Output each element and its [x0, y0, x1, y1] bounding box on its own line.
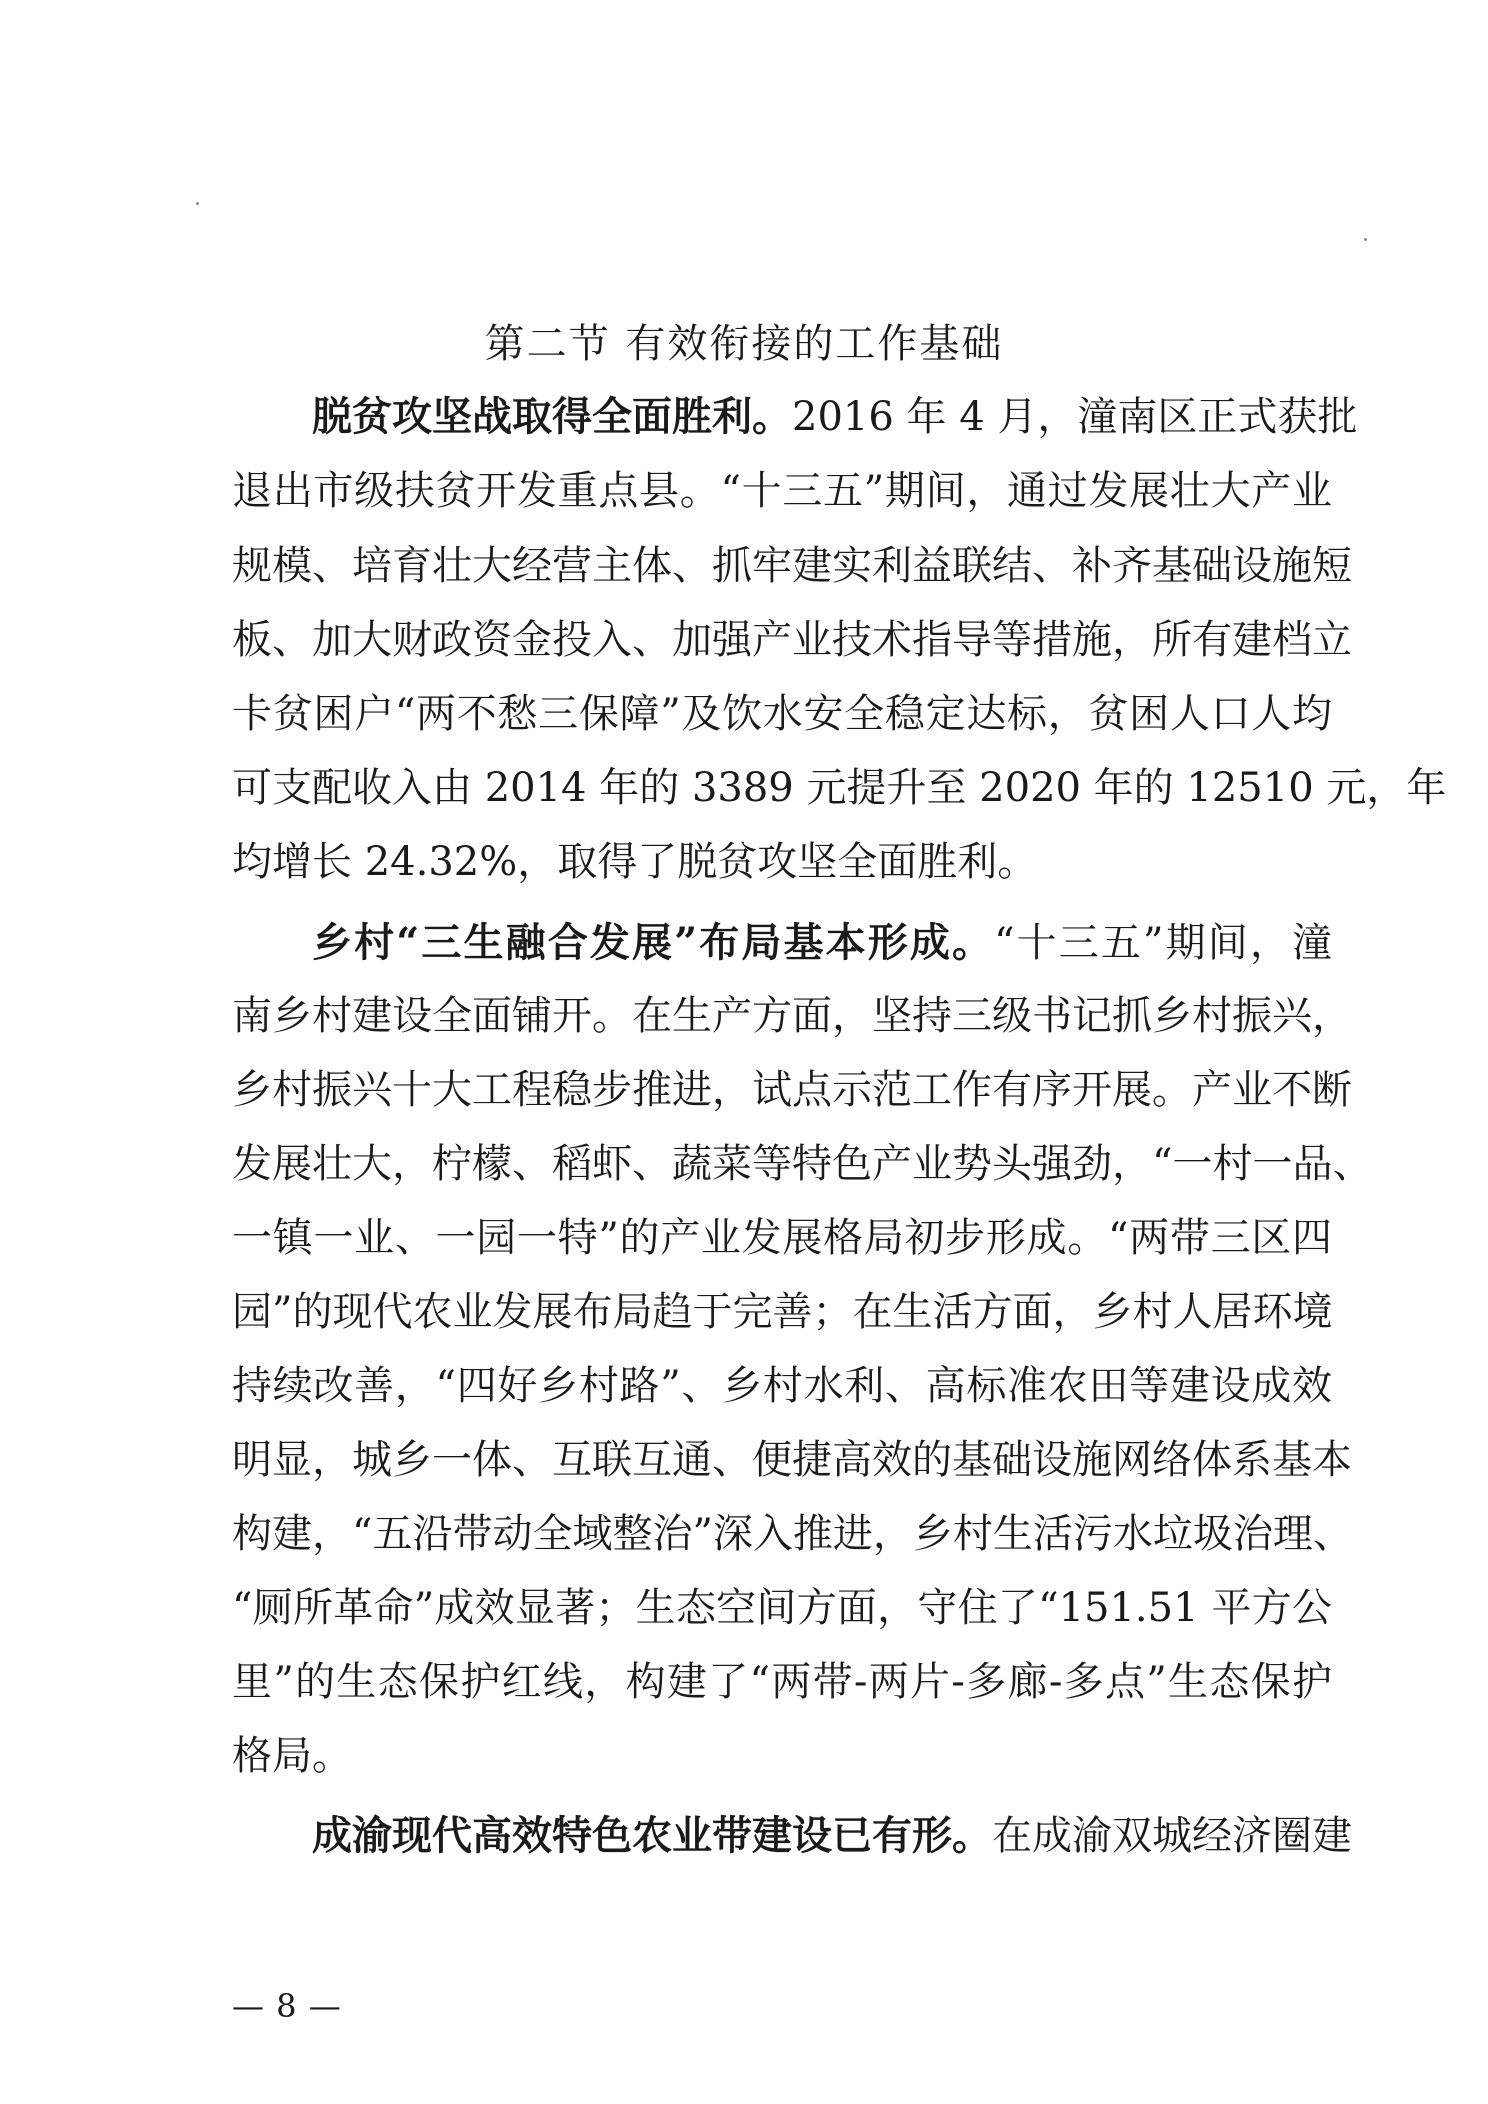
scan-speck — [196, 202, 199, 205]
paragraph-3-lead: 成渝现代高效特色农业带建设已有形。 — [312, 1812, 992, 1859]
section-title: 第二节 有效衔接的工作基础 — [484, 321, 1004, 367]
paragraph-2-line-1 — [312, 913, 1332, 973]
paragraph-1-line-7: 均增长 24.32%，取得了脱贫攻坚全面胜利。 — [232, 839, 1038, 885]
paragraph-2-line-10: “厕所革命”成效显著；生态空间方面，守住了“151.51 平方公 — [232, 1585, 1332, 1631]
paragraph-2-line-9: 构建，“五沿带动全域整治”深入推进，乡村生活污水垃圾治理、 — [232, 1511, 1353, 1557]
paragraph-1-line-5: 卡贫困户“两不愁三保障”及饮水安全稳定达标，贫困人口人均 — [232, 691, 1332, 737]
paragraph-1-line-4: 板、加大财政资金投入、加强产业技术指导等措施，所有建档立 — [232, 617, 1352, 663]
page-number: — 8 — — [232, 1987, 342, 2025]
paragraph-2-line-7: 持续改善，“四好乡村路”、乡村水利、高标准农田等建设成效 — [232, 1363, 1332, 1409]
paragraph-2-line-4: 发展壮大，柠檬、稻虾、蔬菜等特色产业势头强劲，“一村一品、 — [232, 1141, 1373, 1187]
paragraph-1-line-6: 可支配收入由 2014 年的 3389 元提升至 2020 年的 12510 元，年 — [232, 765, 1447, 811]
paragraph-3-line-1 — [312, 1806, 1352, 1866]
paragraph-2-lead: 乡村“三生融合发展”布局基本形成。 — [312, 919, 995, 966]
paragraph-2-line-6: 园”的现代农业发展布局趋于完善；在生活方面，乡村人居环境 — [232, 1289, 1333, 1335]
paragraph-2-text: “十三五”期间，潼 — [994, 920, 1332, 966]
paragraph-1-line-2: 退出市级扶贫开发重点县。“十三五”期间，通过发展壮大产业 — [232, 468, 1332, 514]
paragraph-3-text: 在成渝双城经济圈建 — [992, 1813, 1352, 1859]
scan-speck — [1364, 238, 1367, 241]
paragraph-2-line-11: 里”的生态保护红线，构建了“两带-两片-多廊-多点”生态保护 — [232, 1659, 1332, 1705]
paragraph-1-line-1 — [312, 387, 1358, 447]
paragraph-2-line-3: 乡村振兴十大工程稳步推进，试点示范工作有序开展。产业不断 — [232, 1067, 1352, 1113]
paragraph-2-line-5: 一镇一业、一园一特”的产业发展格局初步形成。“两带三区四 — [232, 1215, 1332, 1261]
paragraph-1-text: 2016 年 4 月，潼南区正式获批 — [792, 394, 1358, 440]
paragraph-2-line-12: 格局。 — [232, 1733, 352, 1779]
paragraph-2-line-2: 南乡村建设全面铺开。在生产方面，坚持三级书记抓乡村振兴， — [232, 993, 1352, 1039]
paragraph-1-lead: 脱贫攻坚战取得全面胜利。 — [312, 393, 792, 440]
paragraph-1-line-3: 规模、培育壮大经营主体、抓牢建实利益联结、补齐基础设施短 — [232, 543, 1352, 589]
paragraph-2-line-8: 明显，城乡一体、互联互通、便捷高效的基础设施网络体系基本 — [232, 1437, 1352, 1483]
